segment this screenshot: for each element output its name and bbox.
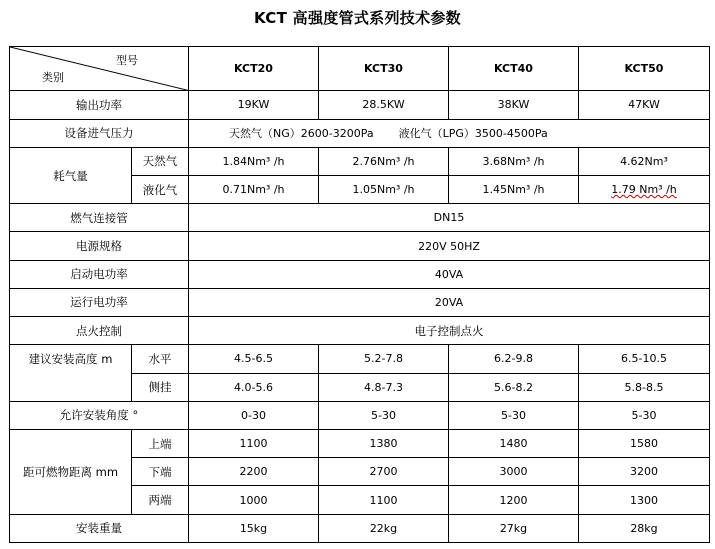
table-cell: 220V 50HZ [189, 232, 710, 260]
table-cell: 2200 [189, 458, 319, 486]
table-row [10, 260, 710, 288]
table-cell: 2.76Nm³ /h [319, 147, 449, 175]
row-label: 输出功率 [10, 91, 189, 119]
table-cell: 2700 [319, 458, 449, 486]
table-cell: 1100 [319, 486, 449, 514]
table-cell: 27kg [449, 514, 579, 542]
table-cell: 5-30 [319, 401, 449, 429]
table-cell: 1.05Nm³ /h [319, 176, 449, 204]
row-label: 燃气连接管 [10, 204, 189, 232]
header-diagonal-cell [10, 47, 189, 91]
sub-label: 液化气 [132, 176, 189, 204]
model-header: KCT30 [319, 47, 449, 91]
sub-label: 水平 [132, 345, 189, 373]
table-cell: 28kg [579, 514, 710, 542]
table-row [10, 91, 710, 119]
table-cell: 1200 [449, 486, 579, 514]
table-cell: 40VA [189, 260, 710, 288]
model-header: KCT50 [579, 47, 710, 91]
table-cell: 1000 [189, 486, 319, 514]
spec-table [9, 46, 710, 543]
table-row [10, 147, 710, 175]
table-cell: 3000 [449, 458, 579, 486]
sub-label: 下端 [132, 458, 189, 486]
model-header: KCT20 [189, 47, 319, 91]
page-title: KCT 高强度管式系列技术参数 [254, 9, 461, 27]
table-row [10, 288, 710, 316]
table-cell: 28.5KW [319, 91, 449, 119]
row-label: 建议安装高度 m [10, 345, 132, 401]
table-cell: 1.45Nm³ /h [449, 176, 579, 204]
model-label: 型号 [116, 54, 138, 67]
table-cell: 1480 [449, 429, 579, 457]
row-label: 安装重量 [10, 514, 189, 542]
row-label: 启动电功率 [10, 260, 189, 288]
header-row [10, 47, 710, 91]
table-cell: 20VA [189, 288, 710, 316]
table-cell: 4.5-6.5 [189, 345, 319, 373]
table-cell: 38KW [449, 91, 579, 119]
table-cell: 1.84Nm³ /h [189, 147, 319, 175]
table-cell: 19KW [189, 91, 319, 119]
table-row [10, 429, 710, 457]
table-row [10, 345, 710, 373]
table-row [10, 204, 710, 232]
sub-label: 天然气 [132, 147, 189, 175]
row-label: 运行电功率 [10, 288, 189, 316]
table-cell: 5.2-7.8 [319, 345, 449, 373]
table-cell: 15kg [189, 514, 319, 542]
table-cell: 1100 [189, 429, 319, 457]
table-cell: 4.62Nm³ [579, 147, 710, 175]
row-label: 耗气量 [10, 147, 132, 203]
table-cell: 1380 [319, 429, 449, 457]
table-cell: 6.2-9.8 [449, 345, 579, 373]
pressure-cell [189, 119, 710, 147]
table-row [10, 317, 710, 345]
table-cell: 0.71Nm³ /h [189, 176, 319, 204]
table-cell [579, 176, 710, 204]
table-row [10, 119, 710, 147]
row-label: 允许安装角度 ° [10, 401, 189, 429]
table-cell: 5-30 [449, 401, 579, 429]
category-label: 类别 [42, 71, 64, 85]
table-cell: 6.5-10.5 [579, 345, 710, 373]
table-cell: 3200 [579, 458, 710, 486]
row-label: 电源规格 [10, 232, 189, 260]
table-cell: 电子控制点火 [189, 317, 710, 345]
table-cell: 0-30 [189, 401, 319, 429]
table-cell: 47KW [579, 91, 710, 119]
table-cell: 4.8-7.3 [319, 373, 449, 401]
table-row [10, 514, 710, 542]
table-cell: 5.8-8.5 [579, 373, 710, 401]
sub-label: 侧挂 [132, 373, 189, 401]
diagonal-line [10, 47, 188, 90]
lpg-pressure: 液化气（LPG）3500-4500Pa [398, 127, 548, 141]
row-label: 距可燃物距离 mm [10, 429, 132, 514]
table-cell: 4.0-5.6 [189, 373, 319, 401]
row-label: 设备进气压力 [10, 119, 189, 147]
table-cell: 1300 [579, 486, 710, 514]
table-cell: 22kg [319, 514, 449, 542]
row-label: 点火控制 [10, 317, 189, 345]
table-cell: 1580 [579, 429, 710, 457]
lpg-value-kct50: 1.79 Nm³ /h [611, 183, 677, 197]
table-cell: DN15 [189, 204, 710, 232]
sub-label: 上端 [132, 429, 189, 457]
ng-pressure: 天然气（NG）2600-3200Pa [229, 127, 374, 141]
model-header: KCT40 [449, 47, 579, 91]
table-cell: 5-30 [579, 401, 710, 429]
table-cell: 3.68Nm³ /h [449, 147, 579, 175]
table-row [10, 232, 710, 260]
table-cell: 5.6-8.2 [449, 373, 579, 401]
sub-label: 两端 [132, 486, 189, 514]
table-row [10, 401, 710, 429]
